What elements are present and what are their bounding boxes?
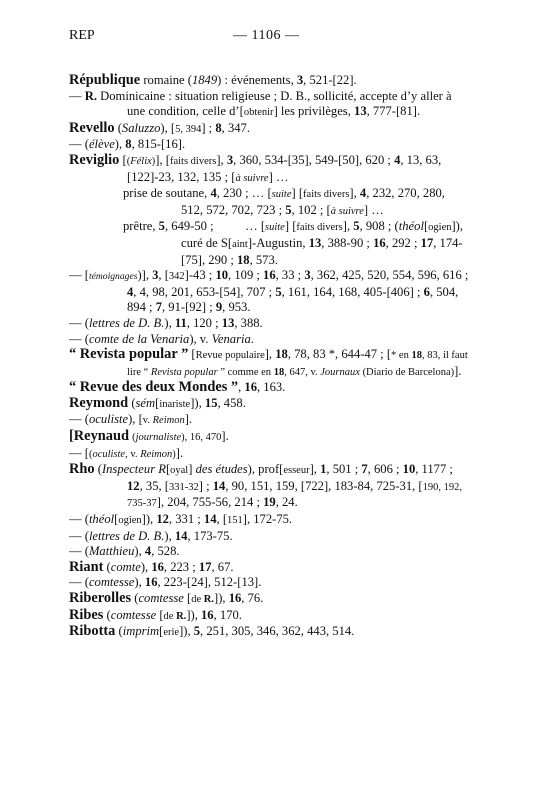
index-entry: Reviglio [(Félix)], [faits divers], 3, 360, 534-[35], 549-[50], 620 ; 4, 13, 63, [122]-23, 132, 135 ; [à suivre] …: [69, 151, 442, 184]
index-entry: Ribotta (imprim[erie]), 5, 251, 305, 346, 362, 443, 514.: [69, 623, 355, 640]
index-entry: — (élève), 8, 815-[16].: [69, 137, 186, 152]
index-entry: — [(oculiste, v. Reimon)].: [69, 445, 184, 460]
index-entry: [Reynaud (journaliste), 16, 470].: [69, 428, 229, 445]
index-entry: — (comtesse), 16, 223-[24], 512-[13].: [69, 575, 262, 590]
index-entry: “ Revue des deux Mondes ”, 16, 163.: [69, 379, 286, 396]
index-entry: République romaine (1849) : événements, 3, 521-[22].: [69, 72, 357, 88]
index-entry: “ Revista popular ” [Revue populaire], 18, 78, 83 *, 644-47 ; [* en 18, 83, il faut lire “ Revista popular ” comme en 18, 647, v. Journaux (Diario de Barcelona)].: [69, 346, 468, 378]
index-entry: Riant (comte), 16, 223 ; 17, 67.: [69, 558, 234, 575]
page-number: — 1106 —: [233, 28, 300, 43]
index-entry: — (comte de la Venaria), v. Venaria.: [69, 331, 254, 346]
index-entry: — (Matthieu), 4, 528.: [69, 544, 180, 559]
index-entry: — R. Dominicaine : situation religieuse ; D. B., sollicité, accepte d’y aller à une condition, celle d’[obtenir] les privilèges, 13, 777-[81].: [69, 88, 452, 119]
index-entry: — (lettres de D. B.), 11, 120 ; 13, 388.: [69, 315, 263, 330]
index-entry: Riberolles (comtesse [de R.]), 16, 76.: [69, 590, 264, 606]
index-entry: Revello (Saluzzo), [5, 394] ; 8, 347.: [69, 119, 250, 136]
index-entry: Ribes (comtesse [de R.]), 16, 170.: [69, 606, 242, 623]
index-entry: Rho (Inspecteur R[oyal] des études), prof[esseur], 1, 501 ; 7, 606 ; 10, 1177 ; 12, 35, [331-32] ; 14, 90, 151, 159, [722], 183-84, 725-31, [190, 192, 735-37], 204, 755-56, 214 ; 19, 24.: [69, 461, 462, 510]
page-header: [0, 28, 533, 48]
index-entry: — (oculiste), [v. Reimon].: [69, 412, 193, 427]
index-entry: prise de soutane, 4, 230 ; … [suite] [faits divers], 4, 232, 270, 280, 512, 572, 702, 723 ; 5, 102 ; [à suivre] …: [123, 186, 445, 217]
index-entry: — [témoignages)], 3, [342]-43 ; 10, 109 ; 16, 33 ; 3, 362, 425, 520, 554, 596, 616 ; 4, 4, 98, 201, 653-[54], 707 ; 5, 161, 164, 168, 405-[406] ; 6, 504, 894 ; 7, 91-[92] ; 9, 953.: [69, 268, 469, 315]
index-entry: prêtre, 5, 649-50 ; … [suite] [faits divers], 5, 908 ; (théol[ogien]), curé de S[aint]-Augustin, 13, 388-90 ; 16, 292 ; 17, 174-[75], 290 ; 18, 573.: [123, 219, 464, 267]
index-entry: Reymond (sém[inariste]), 15, 458.: [69, 394, 246, 411]
header-section: REP: [69, 28, 95, 43]
index-entry: — (théol[ogien]), 12, 331 ; 14, [151], 172-75.: [69, 512, 293, 527]
index-entry: — (lettres de D. B.), 14, 173-75.: [69, 528, 233, 543]
index-entries: [69, 73, 469, 641]
